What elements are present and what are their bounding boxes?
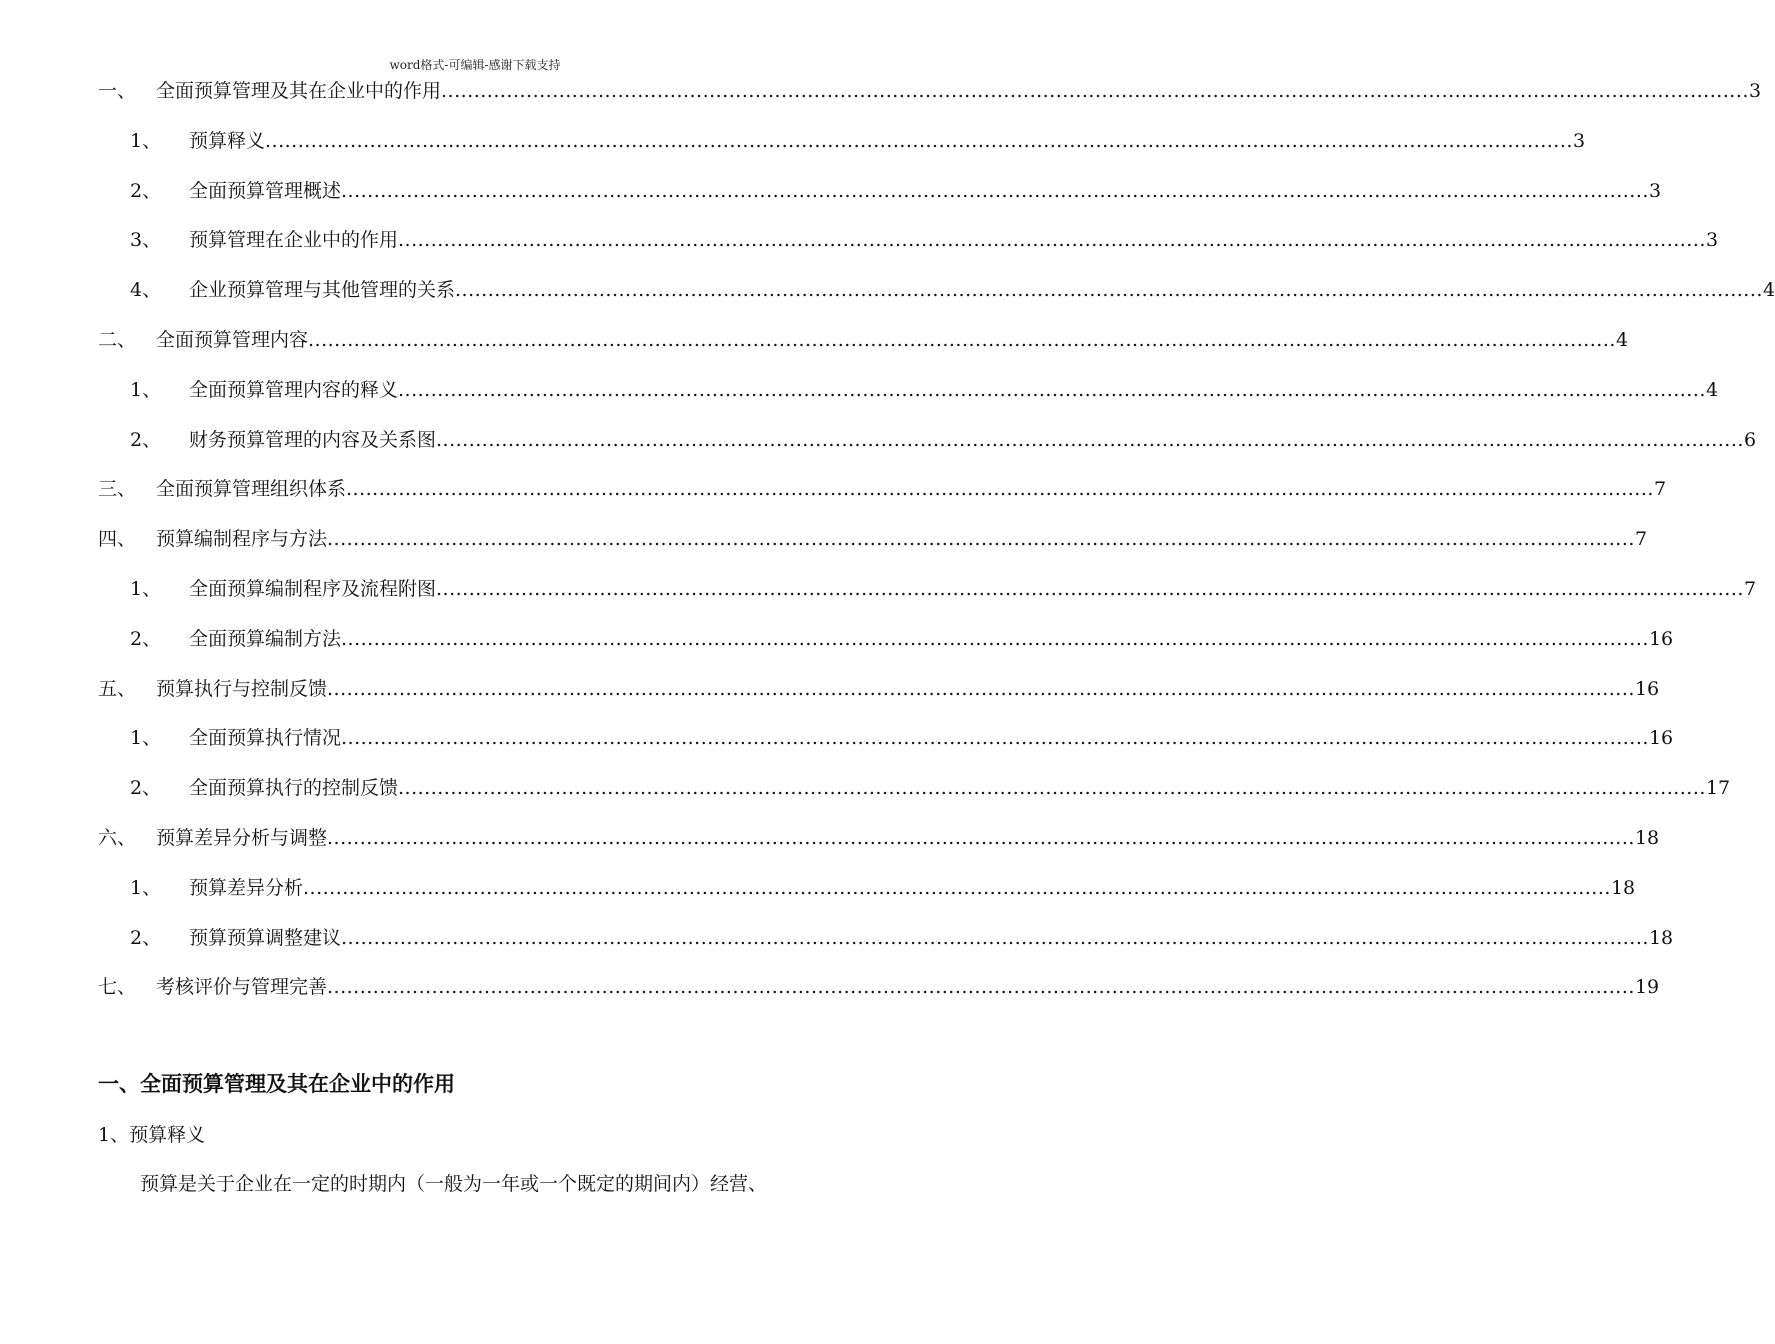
toc-entry-page: 4 xyxy=(1615,329,1629,351)
toc-entry-number: 2、 xyxy=(130,428,162,451)
toc-leader-dots: ........................................................................................................................................................................................................ xyxy=(327,677,1635,700)
toc-leader-dots: ........................................................................................................................................................................................................ xyxy=(341,179,1649,202)
toc-leader-dots: ........................................................................................................................................................................................................ xyxy=(436,428,1744,451)
toc-entry[interactable] xyxy=(130,921,1674,955)
toc-entry-page: 19 xyxy=(1634,976,1660,999)
toc-leader-dots: ........................................................................................................................................................................................................ xyxy=(441,80,1749,102)
toc-leader-dots: ........................................................................................................................................................................................................ xyxy=(308,329,1616,351)
toc-entry-title: 预算管理在企业中的作用 xyxy=(189,229,399,252)
section-heading: 一、全面预算管理及其在企业中的作用 xyxy=(98,1072,455,1096)
toc-leader-dots: ........................................................................................................................................................................................................ xyxy=(341,727,1649,750)
toc-entry-page: 3 xyxy=(1748,80,1762,102)
toc-entry-title: 预算编制程序与方法 xyxy=(156,528,328,551)
toc-entry-page: 7 xyxy=(1634,528,1648,551)
toc-entry-page: 3 xyxy=(1705,229,1719,252)
toc-entry-title: 全面预算执行的控制反馈 xyxy=(189,777,399,800)
toc-entry-page: 7 xyxy=(1653,478,1667,501)
toc-entry-number: 4、 xyxy=(130,279,162,302)
toc-entry-number: 1、 xyxy=(130,876,162,899)
toc-entry-page: 16 xyxy=(1634,677,1660,700)
toc-entry-title: 预算差异分析与调整 xyxy=(156,827,328,849)
toc-entry-title: 考核评价与管理完善 xyxy=(156,976,328,999)
toc-entry-page: 4 xyxy=(1705,378,1719,401)
toc-leader-dots: ........................................................................................................................................................................................................ xyxy=(327,827,1635,849)
toc-entry-page: 18 xyxy=(1648,926,1674,949)
toc-entry[interactable] xyxy=(130,273,1775,307)
toc-entry-title: 预算释义 xyxy=(189,129,266,152)
toc-entry-page: 18 xyxy=(1634,827,1660,849)
toc-entry-title: 企业预算管理与其他管理的关系 xyxy=(189,279,456,302)
toc-entry-page: 3 xyxy=(1572,129,1586,152)
toc-entry-page: 17 xyxy=(1705,777,1731,800)
toc-entry[interactable] xyxy=(130,223,1719,257)
toc-entry-number: 1、 xyxy=(130,578,162,600)
toc-entry[interactable] xyxy=(130,721,1674,755)
toc-entry[interactable] xyxy=(98,74,1762,108)
toc-leader-dots: ........................................................................................................................................................................................................ xyxy=(327,528,1635,551)
toc-entry-number: 2、 xyxy=(130,179,162,202)
toc-entry-number: 五、 xyxy=(98,677,137,700)
toc-entry-number: 三、 xyxy=(98,478,137,501)
toc-entry[interactable] xyxy=(98,522,1648,556)
toc-entry-title: 财务预算管理的内容及关系图 xyxy=(189,428,437,451)
toc-entry-number: 3、 xyxy=(130,229,162,252)
toc-entry[interactable] xyxy=(130,771,1731,805)
toc-entry[interactable] xyxy=(98,323,1629,357)
toc-entry-title: 全面预算管理内容的释义 xyxy=(189,378,399,401)
toc-entry-title: 全面预算管理组织体系 xyxy=(156,478,347,501)
toc-entry-title: 预算执行与控制反馈 xyxy=(156,677,328,700)
toc-leader-dots: ........................................................................................................................................................................................................ xyxy=(455,279,1763,302)
toc-entry-page: 4 xyxy=(1762,279,1775,302)
toc-leader-dots: ........................................................................................................................................................................................................ xyxy=(327,976,1635,999)
toc-entry-number: 2、 xyxy=(130,777,162,800)
toc-entry-page: 18 xyxy=(1610,876,1636,899)
toc-entry-number: 六、 xyxy=(98,827,137,849)
toc-entry-number: 1、 xyxy=(130,727,162,750)
toc-entry-title: 预算预算调整建议 xyxy=(189,926,342,949)
toc-entry[interactable] xyxy=(98,821,1660,855)
toc-leader-dots: ........................................................................................................................................................................................................ xyxy=(341,627,1649,650)
toc-leader-dots: ........................................................................................................................................................................................................ xyxy=(436,578,1744,600)
toc-leader-dots: ........................................................................................................................................................................................................ xyxy=(398,378,1706,401)
toc-entry[interactable] xyxy=(130,622,1674,656)
page-header: word格式-可编辑-感谢下载支持 xyxy=(389,58,561,72)
toc-entry-number: 四、 xyxy=(98,528,137,551)
toc-entry[interactable] xyxy=(98,970,1660,1004)
toc-entry-title: 全面预算编制程序及流程附图 xyxy=(189,578,437,600)
toc-entry-number: 1、 xyxy=(130,378,162,401)
toc-entry-page: 16 xyxy=(1648,727,1674,750)
toc-entry-title: 全面预算编制方法 xyxy=(189,627,342,650)
toc-leader-dots: ........................................................................................................................................................................................................ xyxy=(398,229,1706,252)
toc-entry[interactable] xyxy=(98,672,1660,706)
toc-entry-number: 2、 xyxy=(130,627,162,650)
toc-entry[interactable] xyxy=(130,423,1757,457)
toc-entry-title: 全面预算执行情况 xyxy=(189,727,342,750)
toc-entry-page: 6 xyxy=(1743,428,1757,451)
toc-entry-title: 预算差异分析 xyxy=(189,876,304,899)
toc-entry-number: 七、 xyxy=(98,976,137,999)
toc-leader-dots: ........................................................................................................................................................................................................ xyxy=(398,777,1706,800)
toc-leader-dots: ........................................................................................................................................................................................................ xyxy=(303,876,1611,899)
toc-entry-page: 3 xyxy=(1648,179,1662,202)
toc-entry-page: 7 xyxy=(1743,578,1757,600)
toc-entry-page: 16 xyxy=(1648,627,1674,650)
toc-entry[interactable] xyxy=(130,124,1586,158)
toc-entry-number: 1、 xyxy=(130,129,162,152)
sub-heading: 1、预算释义 xyxy=(98,1124,206,1146)
toc-entry-number: 2、 xyxy=(130,926,162,949)
toc-leader-dots: ........................................................................................................................................................................................................ xyxy=(341,926,1649,949)
toc-entry[interactable] xyxy=(98,472,1667,506)
toc-entry[interactable] xyxy=(130,373,1719,407)
toc-entry[interactable] xyxy=(130,174,1662,208)
toc-entry[interactable] xyxy=(130,871,1636,905)
toc-entry[interactable] xyxy=(130,572,1757,606)
toc-entry-title: 全面预算管理及其在企业中的作用 xyxy=(156,80,442,102)
toc-leader-dots: ........................................................................................................................................................................................................ xyxy=(346,478,1654,501)
toc-entry-number: 一、 xyxy=(98,80,137,102)
toc-entry-number: 二、 xyxy=(98,329,137,351)
toc-entry-title: 全面预算管理内容 xyxy=(156,329,309,351)
body-paragraph: 预算是关于企业在一定的时期内（一般为一年或一个既定的期间内）经营、 xyxy=(140,1173,768,1195)
toc-entry-title: 全面预算管理概述 xyxy=(189,179,342,202)
toc-leader-dots: ........................................................................................................................................................................................................ xyxy=(265,129,1573,152)
